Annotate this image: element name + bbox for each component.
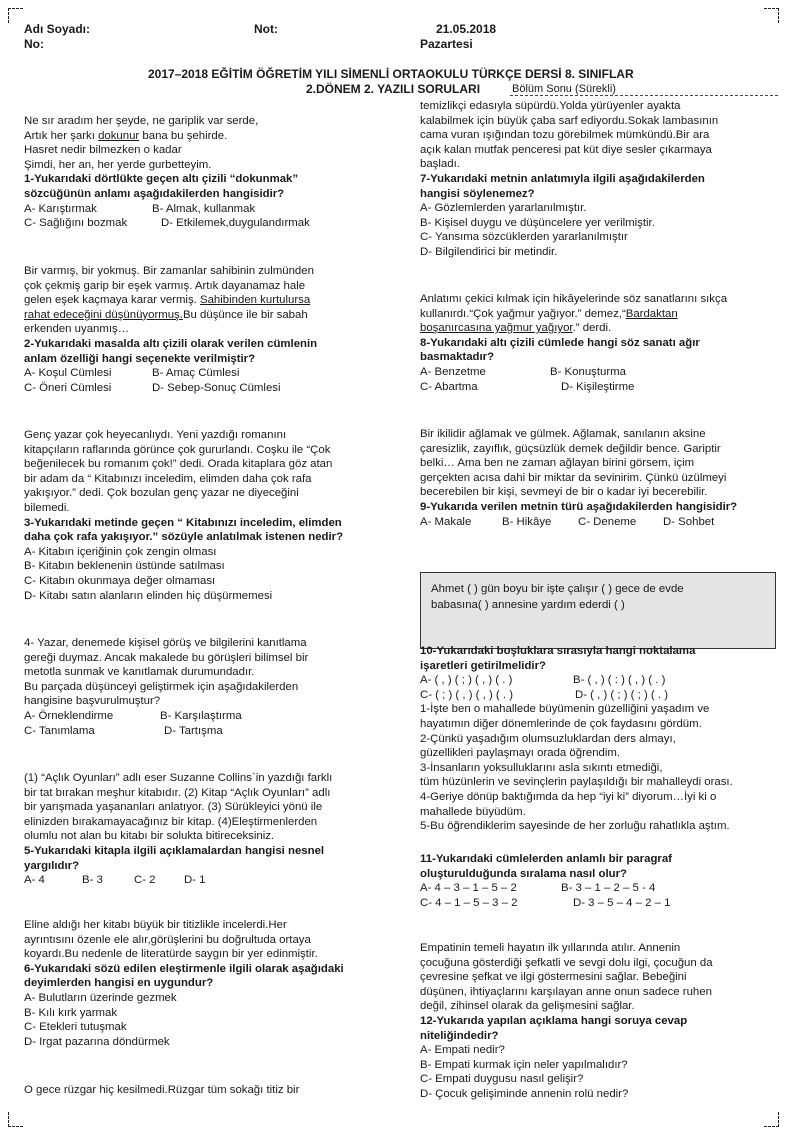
passage-line: bilemedi. xyxy=(24,501,70,514)
passage-line: Bir ikilidir ağlamak ve gülmek. Ağlamak, sanılanın aksine xyxy=(420,428,706,440)
question-1: sözcüğünün anlamı aşağıdakilerden hangisidir? xyxy=(24,187,285,200)
passage-line: ayrıntısını özenle ele alır,görüşlerini bu doğrultuda ortaya xyxy=(24,933,311,946)
corner-mark-top-right xyxy=(764,8,779,23)
left-block-4 xyxy=(24,636,404,738)
poem-text: Artık her şarkı xyxy=(24,129,99,142)
passage-line: çevresine şefkat ve ilgi göstermesini sağlar. Bebeğini xyxy=(420,971,687,984)
passage-line: çaresizlik, zayıflık, güçsüzlük demek değildir bence. Gariptir xyxy=(420,442,721,455)
sentence-line: 2-Çünkü yaşadığım olumsuzluklardan ders almayı, xyxy=(420,732,676,745)
underlined-sentence: rahat edeceğini düşünüyormuş. xyxy=(24,308,183,321)
q11-option-c[interactable]: C- 4 – 1 – 5 – 3 – 2 xyxy=(420,896,518,909)
q7-option-b[interactable]: B- Kişisel duygu ve düşüncelere yer verilmiştir. xyxy=(420,216,655,229)
question-8: basmaktadır? xyxy=(420,351,495,364)
punctuation-box xyxy=(420,572,776,649)
underlined-word: dokunur xyxy=(98,129,140,142)
right-block-10 xyxy=(420,644,780,834)
q5-option-c[interactable]: C- 2 xyxy=(134,874,156,887)
passage-line: Bu parçada düşünceyi geliştirmek için aşağıdakilerden xyxy=(24,680,299,693)
q12-option-a[interactable]: A- Empati nedir? xyxy=(420,1044,505,1057)
q3-option-a[interactable]: A- Kitabın içeriğinin çok zengin olması xyxy=(24,545,217,558)
passage-line: koyardı.Bu nedenle de literatürde saygın bir yer edinmiştir. xyxy=(24,948,318,961)
sentence-line: mahallede büyüdüm. xyxy=(420,805,526,818)
sentence-line: güzellikleri paylaşmayı orada öğrendim. xyxy=(420,747,621,760)
q10-option-b[interactable]: B- ( , ) ( : ) ( , ) ( . ) xyxy=(573,674,666,687)
q3-option-d[interactable]: D- Kitabı satın alanların elinden hiç düşürmemesi xyxy=(24,589,273,602)
passage-line: bir tat bırakan meşhur kitabıdır. (2) Kitap “Açlık Oyunları” adlı xyxy=(24,786,331,799)
passage-line: bir yarışmada yaşananları anlatıyor. (3) Sürükleyici yönü ile xyxy=(24,801,323,814)
poem-line: Şimdi, her an, her yerde gurbetteyim. xyxy=(24,158,212,171)
question-10: işaretleri getirilmelidir? xyxy=(420,659,546,672)
box-line: babasına( ) annesine yardım ederdi ( ) xyxy=(431,599,625,611)
left-block-5 xyxy=(24,771,404,888)
q8-option-b[interactable]: B- Konuşturma xyxy=(550,365,626,378)
q10-options-row xyxy=(420,688,780,703)
passage-line xyxy=(420,307,780,322)
exam-subtitle: 2.DÖNEM 2. YAZILI SORULARI xyxy=(306,82,481,96)
exam-day: Pazartesi xyxy=(420,37,473,51)
right-block-11 xyxy=(420,852,780,910)
q2-option-d[interactable]: D- Sebep-Sonuç Cümlesi xyxy=(152,381,281,394)
passage-line: cama vuran ışığından tozu görebilmek mümkündü.Bir ara xyxy=(420,129,710,142)
question-3: daha çok rafa yakışıyor.” sözüyle anlatılmak istenen nedir? xyxy=(24,531,344,544)
question-12: 12-Yukarıda yapılan açıklama hangi soruya cevap xyxy=(420,1014,688,1027)
passage-line: bir adam da “ Kitabınızı inceledim, elimden daha çok rafa xyxy=(24,472,312,485)
q5-option-a[interactable]: A- 4 xyxy=(24,874,45,887)
q10-option-d[interactable]: D- ( , ) ( ; ) ( ; ) ( . ) xyxy=(575,688,668,701)
q4-options-row xyxy=(24,709,404,724)
q8-option-c[interactable]: C- Abartma xyxy=(420,380,478,393)
q7-option-c[interactable]: C- Yansıma sözcüklerden yararlanılmıştır xyxy=(420,231,628,244)
passage-line: elinizden bırakamayacağınız bir kitap. (4)Eleştirmenlerden xyxy=(24,815,318,828)
q6-option-a[interactable]: A- Bulutların üzerinde gezmek xyxy=(24,991,177,1004)
passage-line: kalabilmek için büyük çaba sarf ediyordu.Sokak lambasının xyxy=(420,114,719,127)
passage-text: kullanırdı.“Çok yağmur yağıyor.” demez,“ xyxy=(420,307,626,320)
q4-option-d[interactable]: D- Tartışma xyxy=(164,724,223,737)
question-6: deyimlerden hangisi en uygundur? xyxy=(24,977,214,990)
right-block-9 xyxy=(420,427,780,529)
passage-line: beğenilecek bu romanım çok!” dedi. Orada kitaplara göz atan xyxy=(24,458,333,471)
question-10: 10-Yukarıdaki boşluklara sırasıyla hangi noktalama xyxy=(420,645,696,657)
q9-option-b[interactable]: B- Hikâye xyxy=(502,515,552,528)
passage-line: düşünen, ihtiyaçlarını karşılayan anne onun sadece ruhen xyxy=(420,985,712,998)
passage-line: becerebilen bir kişi, sevmeyi de bir o kadar iyi becerebilir. xyxy=(420,486,708,499)
q9-options-row xyxy=(420,515,780,530)
passage-line xyxy=(420,321,780,336)
q10-option-a[interactable]: A- ( , ) ( ; ) ( , ) ( . ) xyxy=(420,674,513,687)
q8-options-row xyxy=(420,365,780,380)
q7-option-d[interactable]: D- Bilgilendirici bir metindir. xyxy=(420,245,558,258)
q5-option-d[interactable]: D- 1 xyxy=(184,874,206,887)
passage-line: O gece rüzgar hiç kesilmedi.Rüzgar tüm sokağı titiz bir xyxy=(24,1084,300,1096)
q1-option-b[interactable]: B- Almak, kullanmak xyxy=(152,202,256,215)
sentence-line: hayatımın diğer dönemlerinde de çok faydasını gördüm. xyxy=(420,717,702,730)
passage-line: temizlikçi edasıyla süpürdü.Yolda yürüyenler ayakta xyxy=(420,100,681,112)
question-7: 7-Yukarıdaki metnin anlatımıyla ilgili aşağıdakilerden xyxy=(420,172,705,185)
q2-option-c[interactable]: C- Öneri Cümlesi xyxy=(24,381,112,394)
passage-line xyxy=(24,293,404,308)
q4-options-row xyxy=(24,724,404,739)
passage-line: çocuğuna gösterdiği şefkatli ve sevgi dolu ilgi, çocuğun da xyxy=(420,956,713,969)
question-12: niteliğindedir? xyxy=(420,1029,499,1042)
question-2: anlam özelliği hangi seçenekte verilmiştir? xyxy=(24,352,256,365)
q3-option-b[interactable]: B- Kitabın beklenenin üstünde satılması xyxy=(24,560,225,573)
exam-date: 21.05.2018 xyxy=(436,22,497,36)
right-block-7 xyxy=(420,99,780,260)
q3-option-c[interactable]: C- Kitabın okunmaya değer olmaması xyxy=(24,574,216,587)
passage-line: belki… Ama ben ne zaman ağlayan birini görsem, içim xyxy=(420,457,695,470)
q2-options-row xyxy=(24,381,404,396)
underlined-sentence: Bardaktan xyxy=(625,307,678,320)
q8-options-row xyxy=(420,380,780,395)
q1-options-row xyxy=(24,202,404,217)
passage-line xyxy=(24,308,404,323)
q11-option-b[interactable]: B- 3 – 1 – 2 – 5 - 4 xyxy=(561,882,656,895)
question-11: 11-Yukarıdaki cümlelerden anlamlı bir paragraf xyxy=(420,853,672,865)
q11-option-a[interactable]: A- 4 – 3 – 1 – 5 – 2 xyxy=(420,882,517,895)
section-break-label xyxy=(510,83,778,96)
passage-line: gerçekten acısa dahi bir miktar da sevinirim. Çünkü üzülmeyi xyxy=(420,471,727,484)
q5-options-row xyxy=(24,873,404,888)
q6-option-d[interactable]: D- Irgat pazarına döndürmek xyxy=(24,1035,170,1048)
poem-text: bana bu şehirde. xyxy=(139,129,228,142)
passage-line: Eline aldığı her kitabı büyük bir titizlikle incelerdi.Her xyxy=(24,919,287,931)
underlined-sentence: boşanırcasına yağmur yağıyor xyxy=(420,322,573,335)
q10-option-c[interactable]: C- ( ; ) ( , ) ( , ) ( . ) xyxy=(420,688,513,701)
passage-line: gereği duymaz. Ancak makalede bu görüşleri bilimsel bir xyxy=(24,651,309,664)
q11-option-d[interactable]: D- 3 – 5 – 4 – 2 – 1 xyxy=(573,896,671,909)
passage-line: metotla sunmak ve kanıtlamak durumundadır. xyxy=(24,666,255,679)
right-block-8 xyxy=(420,292,780,394)
q8-option-a[interactable]: A- Benzetme xyxy=(420,365,486,378)
q8-option-d[interactable]: D- Kişileştirme xyxy=(561,380,635,393)
question-6: 6-Yukarıdaki sözü edilen eleştirmenle ilgili olarak aşağıdaki xyxy=(24,962,344,975)
sentence-line: 1-İşte ben o mahallede büyümenin güzelliğini yaşadım ve xyxy=(420,703,710,716)
sentence-line: 5-Bu öğrendiklerim sayesinde de her zorluğu rahatlıkla aştım. xyxy=(420,820,730,833)
passage-line: erkenden uyanmış… xyxy=(24,323,130,336)
q1-options-row xyxy=(24,216,404,231)
passage-line: hangisine başvurulmuştur? xyxy=(24,695,161,708)
number-label: No: xyxy=(24,37,44,51)
passage-text: Bu düşünce ile bir sabah xyxy=(182,308,308,321)
left-block-6 xyxy=(24,918,404,1049)
q11-options-row xyxy=(420,881,780,896)
passage-line: Genç yazar çok heyecanlıydı. Yeni yazdığı romanını xyxy=(24,429,287,441)
q4-option-b[interactable]: B- Karşılaştırma xyxy=(160,709,242,722)
passage-line: (1) “Açlık Oyunları” adlı eser Suzanne Collins`in yazdığı farklı xyxy=(24,772,333,784)
q11-options-row xyxy=(420,896,780,911)
right-block-12 xyxy=(420,941,780,1102)
passage-line: yakışıyor.” dedi. Çok bozulan genç yazar ne diyeceğini xyxy=(24,487,299,500)
q4-option-c[interactable]: C- Tanımlama xyxy=(24,724,95,737)
passage-line: Bir varmış, bir yokmuş. Bir zamanlar sahibinin zulmünden xyxy=(24,265,314,277)
corner-mark-top-left xyxy=(8,8,23,23)
box-line: Ahmet ( ) gün boyu bir işte çalışır ( ) gece de evde xyxy=(431,583,684,595)
q1-option-c[interactable]: C- Sağlığını bozmak xyxy=(24,217,128,230)
q9-option-c[interactable]: C- Deneme xyxy=(578,515,637,528)
name-label: Adı Soyadı: xyxy=(24,22,91,36)
q12-option-d[interactable]: D- Çocuk gelişiminde annenin rolü nedir? xyxy=(420,1087,629,1100)
q12-option-c[interactable]: C- Empati duygusu nasıl gelişir? xyxy=(420,1073,584,1086)
q1-option-d[interactable]: D- Etkilemek,duygulandırmak xyxy=(161,217,310,230)
question-2: 2-Yukarıdaki masalda altı çizili olarak verilen cümlenin xyxy=(24,337,318,350)
grade-label: Not: xyxy=(254,22,278,36)
poem-line: Hasret nedir bilmezken o kadar xyxy=(24,144,182,157)
question-11: oluşturulduğunda sıralama nasıl olur? xyxy=(420,867,627,880)
sentence-line: 3-İnsanların yoksulluklarını asla sıkıntı etmediği, xyxy=(420,761,663,774)
question-1: 1-Yukarıdaki dörtlükte geçen altı çizili “dokunmak” xyxy=(24,173,299,186)
q5-option-b[interactable]: B- 3 xyxy=(82,874,103,887)
q9-option-d[interactable]: D- Sohbet xyxy=(663,515,715,528)
passage-text: .” derdi. xyxy=(572,322,612,335)
question-9: 9-Yukarıda verilen metnin türü aşağıdakilerden hangisidir? xyxy=(420,500,738,513)
q1-option-a[interactable]: A- Karıştırmak xyxy=(24,202,97,215)
section-break-text: Bölüm Sonu (Sürekli) xyxy=(512,83,616,95)
corner-mark-bottom-left xyxy=(8,1112,23,1127)
q2-option-b[interactable]: B- Amaç Cümlesi xyxy=(152,367,240,380)
sentence-line: tüm hüzünlerin ve sevinçlerin paylaşıldığı bir mahalleydi orası. xyxy=(420,776,733,789)
left-block-3 xyxy=(24,428,404,603)
q6-option-b[interactable]: B- Kılı kırk yarmak xyxy=(24,1006,118,1019)
passage-line: başladı. xyxy=(420,158,460,171)
q6-option-c[interactable]: C- Etekleri tutuşmak xyxy=(24,1021,127,1034)
left-block-2 xyxy=(24,264,404,395)
q9-option-a[interactable]: A- Makale xyxy=(420,515,472,528)
poem-line: Ne sır aradım her şeyde, ne gariplik var serde, xyxy=(24,115,259,127)
q4-option-a[interactable]: A- Örneklendirme xyxy=(24,709,114,722)
q7-option-a[interactable]: A- Gözlemlerden yararlanılmıştır. xyxy=(420,202,587,215)
question-5: 5-Yukarıdaki kitapla ilgili açıklamalardan hangisi nesnel xyxy=(24,844,325,857)
passage-line: Anlatımı çekici kılmak için hikâyelerinde söz sanatlarını sıkça xyxy=(420,293,728,305)
passage-line: 4- Yazar, denemede kişisel görüş ve bilgilerini kanıtlama xyxy=(24,637,307,649)
q2-options-row xyxy=(24,366,404,381)
q2-option-a[interactable]: A- Koşul Cümlesi xyxy=(24,367,112,380)
passage-line: çok çekmiş garip bir eşek varmış. Artık dayanamaz hale xyxy=(24,279,306,292)
q10-options-row xyxy=(420,673,780,688)
question-3: 3-Yukarıdaki metinde geçen “ Kitabınızı inceledim, elimden xyxy=(24,516,342,529)
question-7: hangisi söylenemez? xyxy=(420,187,535,200)
left-column xyxy=(24,114,404,231)
passage-line: açık kalan mutfak penceresi pat küt diye sesler çıkarmaya xyxy=(420,143,712,156)
q12-option-b[interactable]: B- Empati kurmak için neler yapılmalıdır? xyxy=(420,1058,628,1071)
passage-line: kitapçıların raflarında görünce çok gururlandı. Coşku ile “Çok xyxy=(24,443,331,456)
passage-line: Empatinin temeli hayatın ilk yıllarında atılır. Annenin xyxy=(420,942,681,954)
passage-line: değil, zihinsel olarak da gelişmesini sağlar. xyxy=(420,1000,635,1013)
corner-mark-bottom-right xyxy=(764,1112,779,1127)
passage-text: gelen eşek kaçmaya karar vermiş. xyxy=(24,294,200,307)
underlined-sentence: Sahibinden kurtulursa xyxy=(200,294,311,307)
sentence-line: 4-Geriye dönüp baktığımda da hep “iyi ki” diyorum…İyi ki o xyxy=(420,790,717,803)
question-5: yargılıdır? xyxy=(24,859,80,872)
exam-title: 2017–2018 EĞİTİM ÖĞRETİM YILI SİMENLİ ORTAOKULU TÜRKÇE DERSİ 8. SINIFLAR xyxy=(148,67,634,81)
passage-line: olumlu not alan bu kitabı bir solukta bitireceksiniz. xyxy=(24,830,275,843)
question-8: 8-Yukarıdaki altı çizili cümlede hangi söz sanatı ağır xyxy=(420,336,700,349)
poem-line xyxy=(24,129,404,144)
